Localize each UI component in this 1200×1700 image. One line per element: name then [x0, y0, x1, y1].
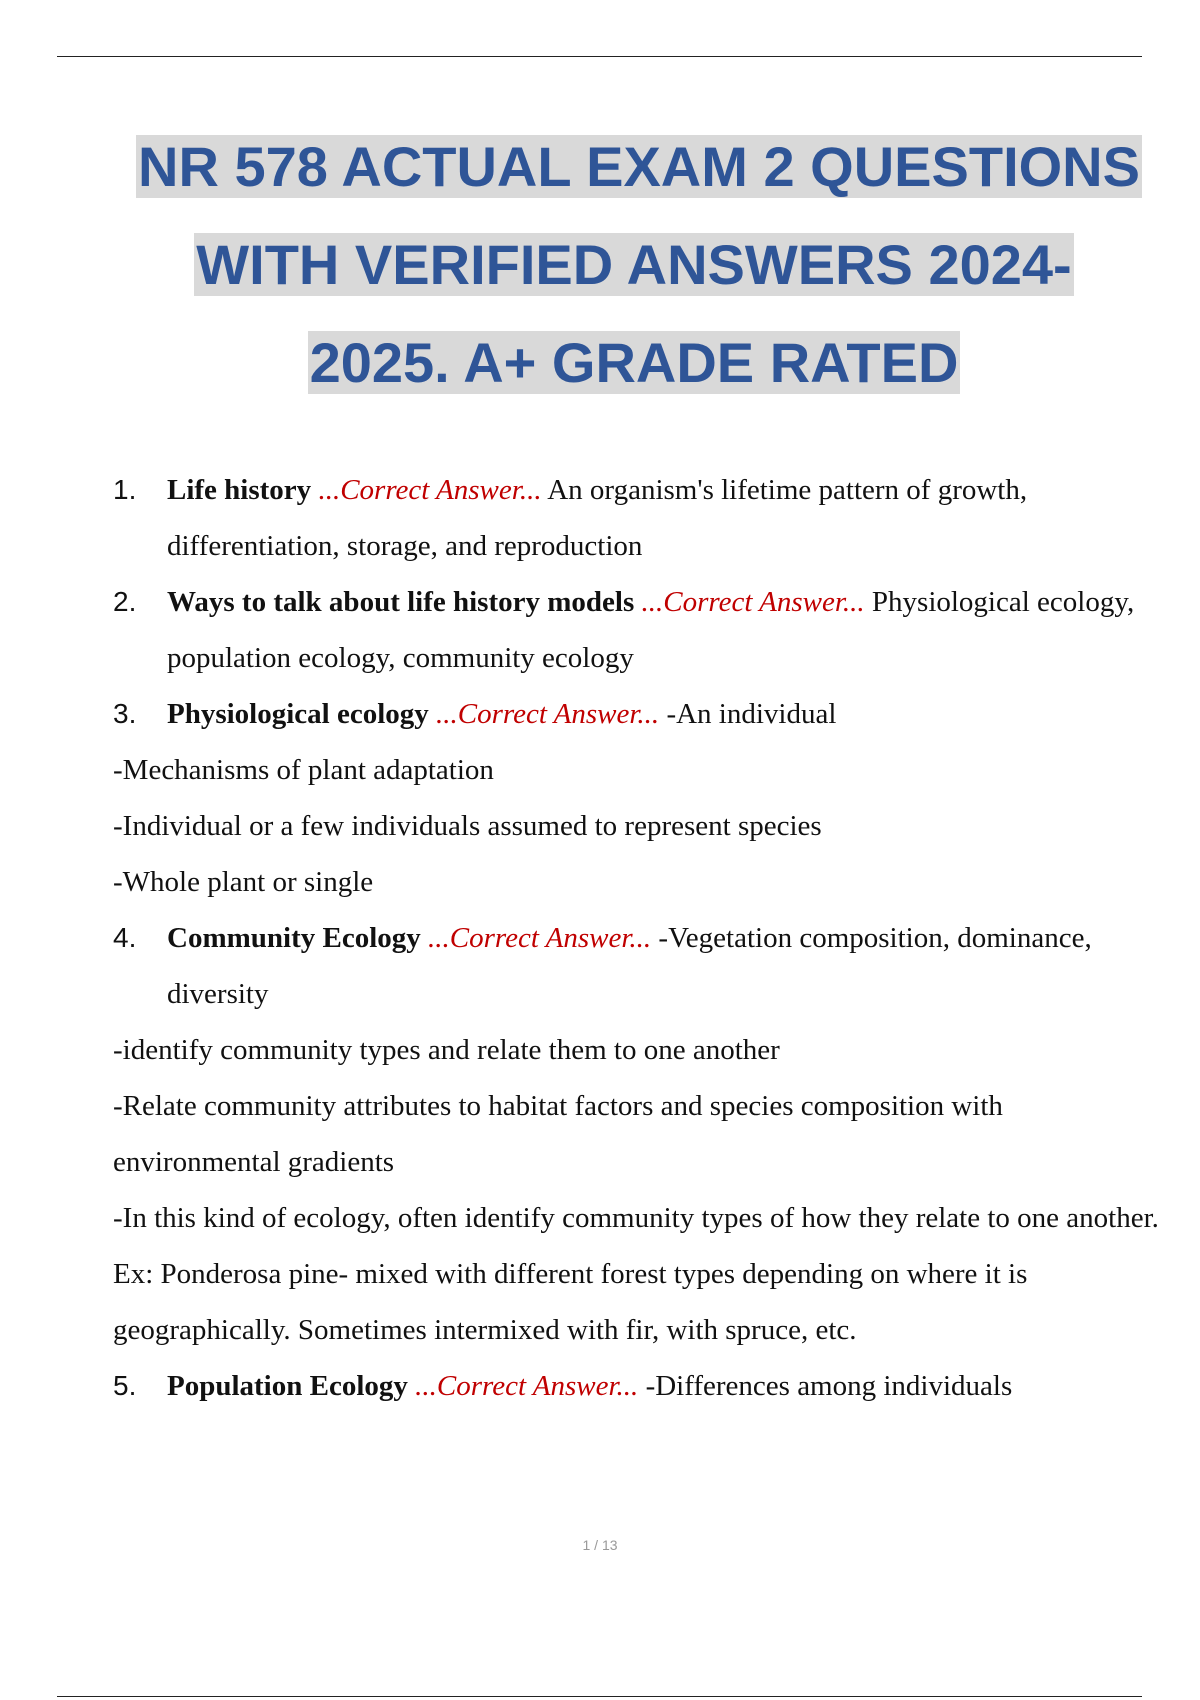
item-term: Community Ecology: [167, 922, 421, 954]
list-item-4: [113, 910, 1173, 1022]
item-answer: An organism's lifetime pattern of growth, differentiation, storage, and reproduction: [167, 474, 1028, 562]
title-line-1: [0, 118, 1200, 216]
item3-detail: -Whole plant or single: [113, 866, 374, 898]
item-answer: Physiological ecology, population ecology, community ecology: [167, 586, 1135, 674]
item4-detail: -Relate community attributes to habitat factors and species composition with environmental gradients: [113, 1090, 1003, 1178]
item4-detail: -In this kind of ecology, often identify community types of how they relate to one another.: [113, 1202, 1159, 1234]
bottom-rule: [57, 1696, 1142, 1697]
list-item-5: [113, 1358, 1173, 1414]
item3-detail: -Mechanisms of plant adaptation: [113, 754, 494, 786]
answer-marker: ...Correct Answer...: [428, 922, 652, 954]
item-number: 2.: [113, 586, 137, 617]
page-indicator: 1 / 13: [582, 1537, 618, 1553]
title-line-3-text: 2025. A+ GRADE RATED: [309, 331, 959, 394]
item3-detail: -Individual or a few individuals assumed to represent species: [113, 810, 822, 842]
title-line-1-text: NR 578 ACTUAL EXAM 2 QUESTIONS: [138, 135, 1140, 198]
document-body: [113, 462, 1173, 1414]
item-number: 4.: [113, 922, 137, 953]
item-number: 3.: [113, 698, 137, 729]
document-title: [0, 118, 1200, 412]
title-line-2-text: WITH VERIFIED ANSWERS 2024-: [196, 233, 1072, 296]
item-answer: -Differences among individuals: [638, 1370, 1013, 1402]
item-term: Population Ecology: [167, 1370, 408, 1402]
item-term: Physiological ecology: [167, 698, 429, 730]
answer-marker: ...Correct Answer...: [436, 698, 660, 730]
title-line-2: [0, 216, 1200, 314]
answer-marker: ...Correct Answer...: [318, 474, 542, 506]
item-answer: -Vegetation composition, dominance, diversity: [167, 922, 1092, 1010]
title-line-3: [0, 314, 1200, 412]
item-term: Life history: [167, 474, 312, 506]
item-answer: -An individual: [659, 698, 837, 730]
list-item-3: [113, 686, 1173, 742]
answer-marker: ...Correct Answer...: [641, 586, 865, 618]
item-number: 1.: [113, 474, 137, 505]
item-number: 5.: [113, 1370, 137, 1401]
answer-marker: ...Correct Answer...: [415, 1370, 639, 1402]
top-rule: [57, 56, 1142, 57]
item4-detail: Ex: Ponderosa pine- mixed with different forest types depending on where it is geographically. Sometimes intermixed with fir, with spruce, etc.: [113, 1258, 1028, 1346]
item-term: Ways to talk about life history models: [167, 586, 635, 618]
list-item-2: [113, 574, 1173, 686]
list-item-1: [113, 462, 1173, 574]
item4-detail: -identify community types and relate them to one another: [113, 1034, 780, 1066]
